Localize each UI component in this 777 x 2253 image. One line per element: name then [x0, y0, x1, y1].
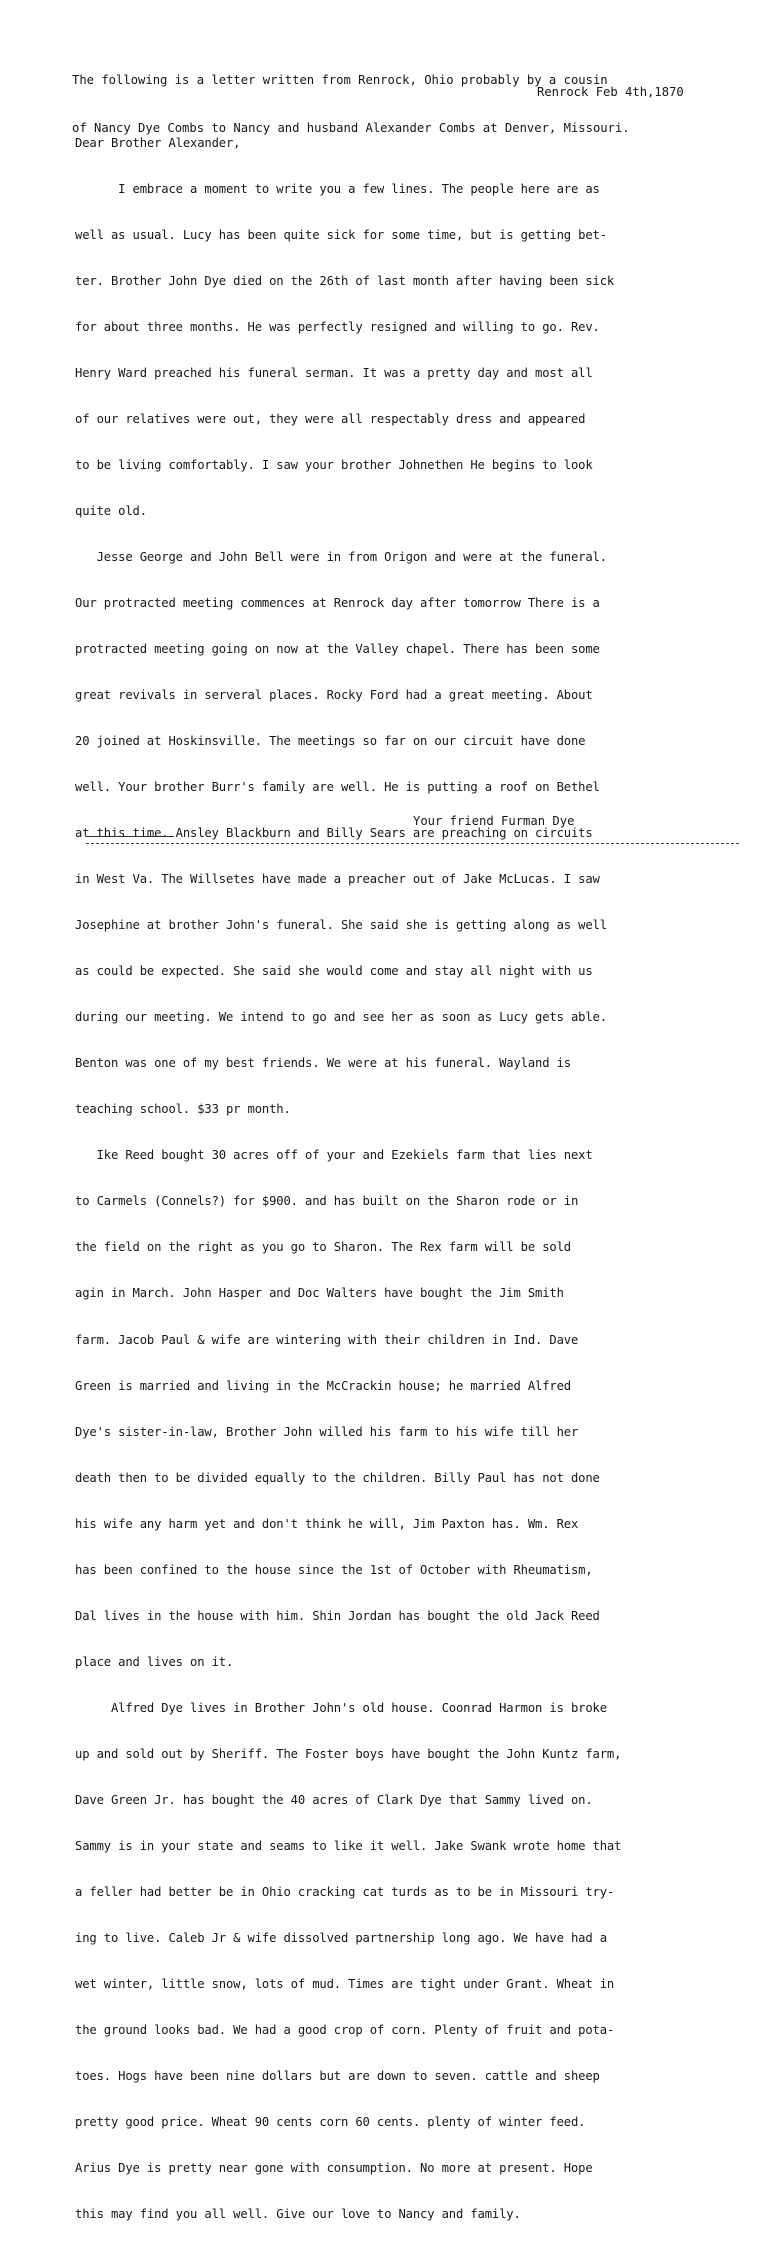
body-line: the ground looks bad. We had a good crop of corn. Plenty of fruit and pota- [75, 2022, 615, 2037]
body-line: toes. Hogs have been nine dollars but are down to seven. cattle and sheep [75, 2069, 600, 2083]
body-line: Our protracted meeting commences at Renrock day after tomorrow There is a [75, 596, 600, 610]
body-line: as could be expected. She said she would come and stay all night with us [75, 964, 593, 979]
letter-body [75, 105, 621, 2253]
body-line: quite old. [75, 503, 147, 518]
body-line: wet winter, little snow, lots of mud. Times are tight under Grant. Wheat in [75, 1976, 615, 1991]
body-line: death then to be divided equally to the children. Billy Paul has not done [75, 1470, 600, 1485]
body-line: to be living comfortably. I saw your brother Johnethen He begins to look [75, 457, 593, 472]
body-line: well as usual. Lucy has been quite sick for some time, but is getting bet- [75, 227, 607, 242]
intro-line: The following is a letter written from Renrock, Ohio probably by a cousin [72, 73, 608, 87]
body-line: up and sold out by Sheriff. The Foster boys have bought the John Kuntz farm, [75, 1746, 622, 1761]
body-line: farm. Jacob Paul & wife are wintering with their children in Ind. Dave [75, 1332, 579, 1347]
body-line: Dye's sister-in-law, Brother John willed his farm to his wife till her [75, 1424, 579, 1439]
letter-dateline: Renrock Feb 4th,1870 [537, 85, 684, 99]
body-line: Benton was one of my best friends. We were at his funeral. Wayland is [75, 1056, 571, 1071]
body-line: 20 joined at Hoskinsville. The meetings so far on our circuit have done [75, 734, 586, 749]
body-line: I embrace a moment to write you a few lines. The people here are as [75, 181, 600, 196]
body-line: great revivals in serveral places. Rocky Ford had a great meeting. About [75, 688, 593, 703]
body-line: Henry Ward preached his funeral serman. It was a pretty day and most all [75, 365, 593, 380]
body-line: in West Va. The Willsetes have made a preacher out of Jake McLucas. I saw [75, 872, 600, 887]
dashed-divider-line [86, 843, 739, 844]
body-line: teaching school. $33 pr month. [75, 1102, 291, 1117]
body-line: agin in March. John Hasper and Doc Walters have bought the Jim Smith [75, 1286, 564, 1301]
body-line: Dear Brother Alexander, [75, 135, 241, 150]
body-line: at this time. Ansley Blackburn and Billy Sears are preaching on circuits [75, 826, 593, 841]
body-line: Sammy is in your state and seams to like it well. Jake Swank wrote home that [75, 1838, 622, 1853]
body-line: for about three months. He was perfectly resigned and willing to go. Rev. [75, 319, 600, 334]
body-line: Ike Reed bought 30 acres off of your and Ezekiels farm that lies next [75, 1148, 593, 1163]
short-divider-line [86, 836, 174, 837]
body-line: to Carmels (Connels?) for $900. and has built on the Sharon rode or in [75, 1194, 579, 1209]
body-line: ing to live. Caleb Jr & wife dissolved partnership long ago. We have had a [75, 1930, 607, 1945]
body-line: has been confined to the house since the 1st of October with Rheumatism, [75, 1562, 593, 1577]
body-line: Arius Dye is pretty near gone with consumption. No more at present. Hope [75, 2161, 593, 2176]
body-line: place and lives on it. [75, 1654, 234, 1669]
body-line: Green is married and living in the McCrackin house; he married Alfred [75, 1378, 571, 1393]
body-line: well. Your brother Burr's family are well. He is putting a roof on Bethel [75, 780, 600, 795]
letter-signature: Your friend Furman Dye [413, 814, 575, 828]
body-line: pretty good price. Wheat 90 cents corn 60 cents. plenty of winter feed. [75, 2115, 586, 2130]
body-line: Alfred Dye lives in Brother John's old house. Coonrad Harmon is broke [75, 1700, 607, 1715]
body-line: Dal lives in the house with him. Shin Jordan has bought the old Jack Reed [75, 1608, 600, 1623]
body-line: during our meeting. We intend to go and see her as soon as Lucy gets able. [75, 1010, 607, 1025]
body-line: his wife any harm yet and don't think he will, Jim Paxton has. Wm. Rex [75, 1516, 579, 1531]
body-line: a feller had better be in Ohio cracking cat turds as to be in Missouri try- [75, 1884, 615, 1899]
body-line: the field on the right as you go to Sharon. The Rex farm will be sold [75, 1240, 571, 1255]
body-line: Josephine at brother John's funeral. She said she is getting along as well [75, 918, 607, 933]
body-line: protracted meeting going on now at the Valley chapel. There has been some [75, 642, 600, 657]
intro-line: of Nancy Dye Combs to Nancy and husband Alexander Combs at Denver, Missouri. [72, 121, 630, 135]
body-line: Dave Green Jr. has bought the 40 acres of Clark Dye that Sammy lived on. [75, 1792, 593, 1807]
body-line: ter. Brother John Dye died on the 26th of last month after having been sick [75, 273, 615, 288]
body-line: Jesse George and John Bell were in from Origon and were at the funeral. [75, 549, 607, 564]
body-line: this may find you all well. Give our love to Nancy and family. [75, 2207, 521, 2222]
body-line: of our relatives were out, they were all respectably dress and appeared [75, 411, 586, 426]
